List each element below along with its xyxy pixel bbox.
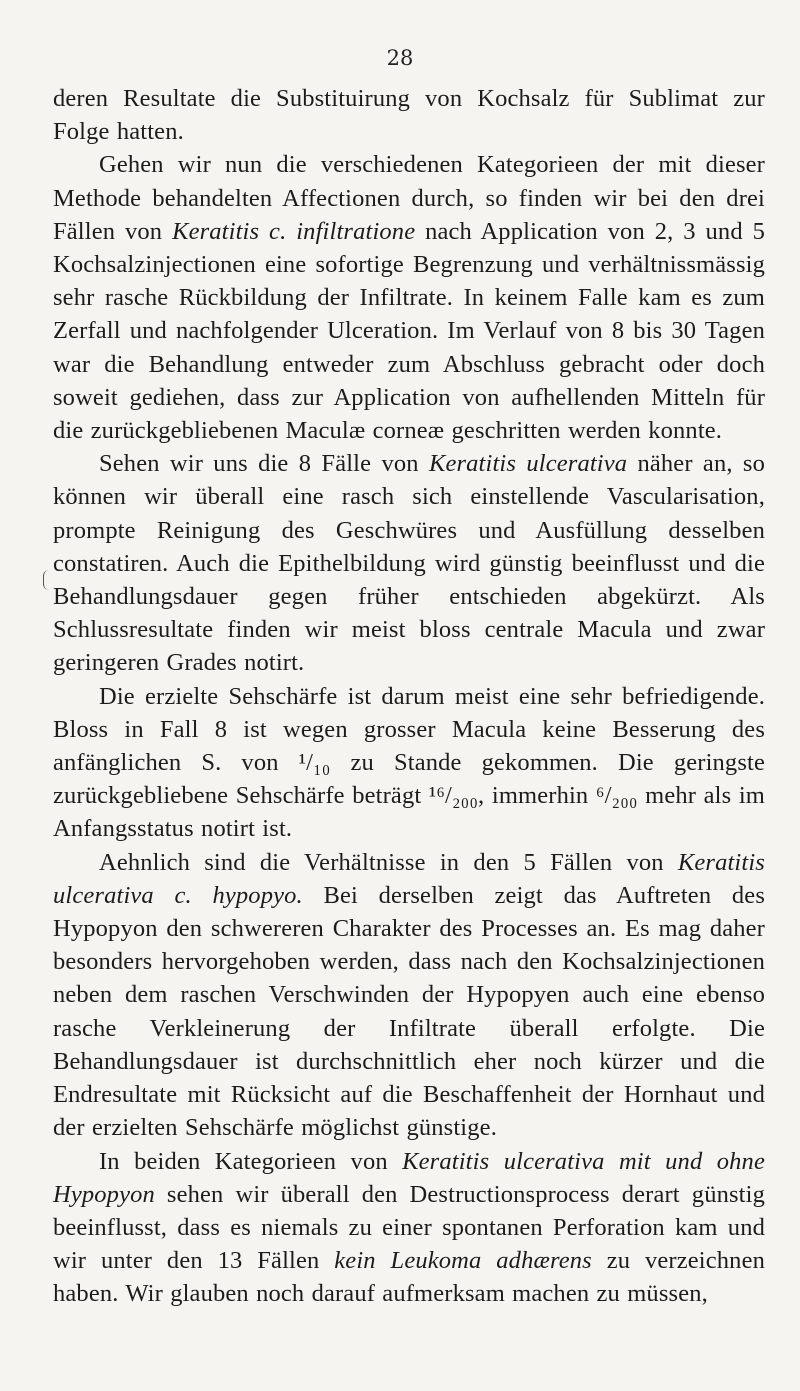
margin-bracket-mark [43,570,50,590]
text-run: Sehen wir uns die 8 Fälle von [99,450,429,478]
italic-term: Keratitis ulcerativa mit und ohne Hypopyon [53,1147,765,1208]
text-run: In beiden Kategorieen von [99,1147,403,1175]
body-text [53,82,765,1311]
text-run: nach Application von 2, 3 und 5 Kochsalzinjectionen eine sofortige Begrenzung und verhältnissmässig sehr rasche Rückbildung der Infiltrate. In keinem Falle kam es zum Zerfall und nachfolgender Ulceration. Im Verlauf von 8 bis 30 Tagen war die Behandlung entweder zum Abschluss gebracht oder doch soweit gediehen, dass zur Application von aufhellenden Mitteln für die zurückgebliebenen Maculæ corneæ geschritten werden konnte. [53,217,765,445]
italic-term: Keratitis ulcerativa [428,450,628,478]
text-run: Die erzielte Sehschärfe ist darum meist eine sehr befriedigende. Bloss in Fall 8 ist wegen grosser Macula keine Besserung des anfänglichen S. von ¹/₁₀ zu Stande gekommen. Die geringste zurückgebliebene Sehschärfe beträgt ¹⁶/₂₀₀, immerhin ⁶/₂₀₀ mehr als im Anfangsstatus notirt ist. [53,682,765,843]
text-run: Gehen wir nun die verschiedenen Kategorieen der mit dieser Methode behandelten Affectionen durch, so finden wir bei den drei Fällen von [53,151,765,245]
italic-term: Keratitis c. infiltratione [172,217,416,245]
italic-term: kein Leukoma adhærens [334,1247,592,1275]
paragraph-continuation [53,82,765,148]
text-run: näher an, so können wir überall eine rasch sich einstellende Vascularisation, prompte Reinigung des Geschwüres und Ausfüllung desselben constatiren. Auch die Epithelbildung wird günstig beeinflusst und die Behandlungsdauer gegen früher entschieden abgekürzt. Als Schlussresultate finden wir meist bloss centrale Macula und zwar geringeren Grades notirt. [53,450,765,677]
paragraph-hypopyon [53,846,765,1145]
paragraph-keratitis-infiltratione [53,148,765,447]
text-run: sehen wir überall den Destructionsprocess derart günstig beeinflusst, dass es niemals zu einer spontanen Perforation kam und wir unter den 13 Fällen [53,1180,765,1275]
text-run: deren Resultate die Substituirung von Kochsalz für Sublimat zur Folge hatten. [53,85,765,146]
page-number: 28 [386,46,414,70]
italic-term: Keratitis ulcerativa c. hypopyo. [53,848,765,909]
paragraph-sehschaerfe [53,680,765,846]
paragraph-keratitis-ulcerativa [53,447,765,679]
paragraph-beide-kategorieen [53,1145,765,1311]
text-run: Aehnlich sind die Verhältnisse in den 5 Fällen von [99,848,678,876]
text-run: Bei derselben zeigt das Auftreten des Hypopyon den schwereren Charakter des Processes an. Es mag daher besonders hervorgehoben werden, dass nach den Kochsalzinjectionen neben dem raschen Verschwinden der Hypopyen auch eine ebenso rasche Verkleinerung der Infiltrate überall erfolgte. Die Behandlungsdauer ist durchschnittlich eher noch kürzer und die Endresultate mit Rücksicht auf die Beschaffenheit der Hornhaut und der erzielten Sehschärfe möglichst günstige. [53,881,765,1142]
text-run: zu verzeichnen haben. Wir glauben noch darauf aufmerksam machen zu müssen, [53,1247,765,1308]
